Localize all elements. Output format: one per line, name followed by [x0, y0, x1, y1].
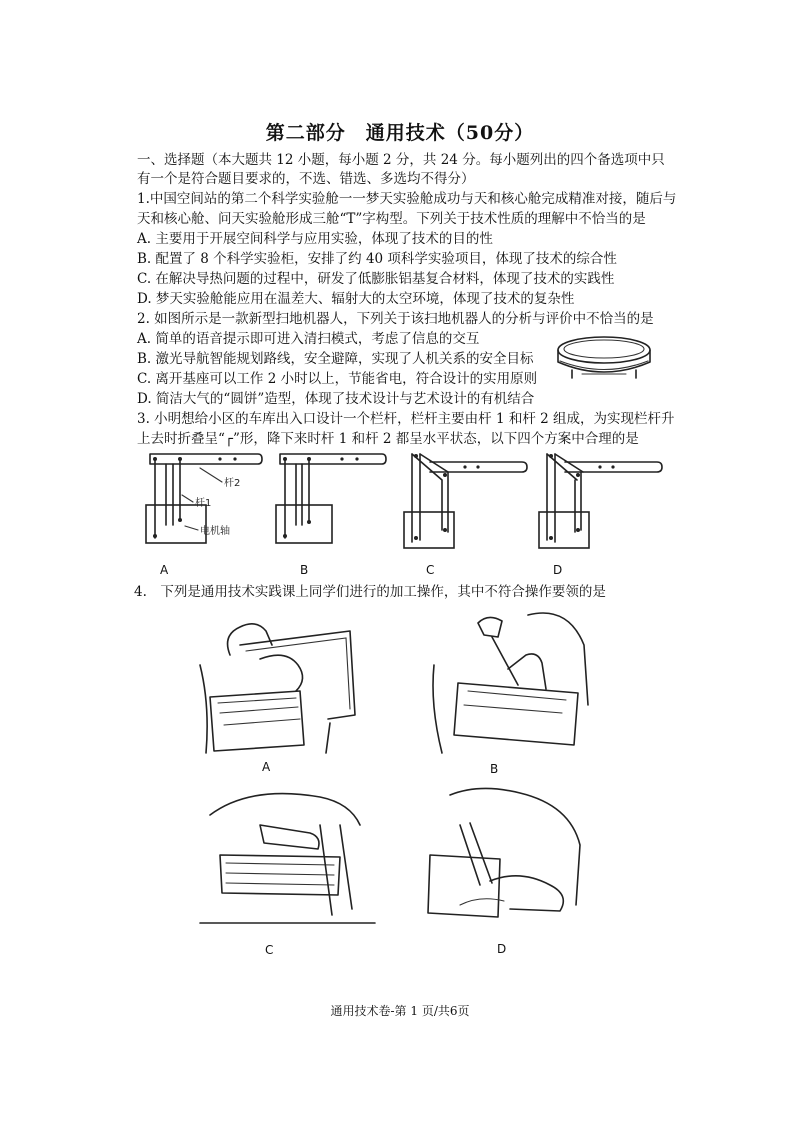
- q4-option-b-illustration: [428, 605, 598, 753]
- q2-option-a: A. 简单的语音提示即可进入清扫模式，考虑了信息的交互: [137, 331, 480, 347]
- q3-stem: 3. 小明想给小区的车库出入口设计一个栏杆，栏杆主要由杆 1 和杆 2 组成，为实现栏杆升: [137, 411, 675, 427]
- section-heading: 一、选择题（本大题共 12 小题，每小题 2 分，共 24 分。每小题列出的四个备选项中只: [137, 152, 665, 168]
- q3-option-a-diagram: [140, 450, 270, 550]
- q4-option-d-label: D: [497, 942, 507, 956]
- q1-option-c: C. 在解决导热问题的过程中，研发了低膨胀铝基复合材料，体现了技术的实践性: [137, 271, 615, 287]
- q1-option-b: B. 配置了 8 个科学实验柜，安排了约 40 项科学实验项目，体现了技术的综合性: [137, 251, 617, 267]
- q3-stem-cont: 上去时折叠呈“┌”形，降下来时杆 1 和杆 2 都呈水平状态，以下四个方案中合理的是: [137, 431, 639, 447]
- q3-option-b-diagram: [272, 450, 392, 550]
- q4-option-c-illustration: [200, 785, 375, 925]
- motor-shaft-label: 电机轴: [200, 526, 230, 537]
- q3-option-c-diagram: [400, 450, 535, 550]
- q2-option-d: D. 简洁大气的“圆饼”造型，体现了技术设计与艺术设计的有机结合: [137, 391, 535, 407]
- q4-stem: 4. 下列是通用技术实践课上同学们进行的加工操作，其中不符合操作要领的是: [134, 584, 606, 600]
- q1-option-a: A. 主要用于开展空间科学与应用实验，体现了技术的目的性: [137, 231, 493, 247]
- q1-stem-cont: 天和核心舱、问天实验舱形成三舱“T”字构型。下列关于技术性质的理解中不恰当的是: [137, 211, 646, 227]
- q4-option-c-label: C: [265, 943, 274, 957]
- q3-option-d-diagram: [535, 450, 670, 550]
- q2-stem: 2. 如图所示是一款新型扫地机器人，下列关于该扫地机器人的分析与评价中不恰当的是: [137, 311, 654, 327]
- q1-option-d: D. 梦天实验舱能应用在温差大、辐射大的太空环境，体现了技术的复杂性: [137, 291, 575, 307]
- q3-option-b-label: B: [300, 563, 309, 577]
- q4-option-d-illustration: [420, 785, 595, 925]
- q1-stem: 1.中国空间站的第二个科学实验舱一一梦天实验舱成功与天和核心舱完成精准对接，随后与: [137, 191, 677, 207]
- q3-option-d-label: D: [553, 563, 563, 577]
- q4-option-a-illustration: [200, 605, 375, 753]
- q4-option-a-label: A: [262, 760, 271, 774]
- section-heading-cont: 有一个是符合题目要求的，不选、错选、多选均不得分）: [137, 171, 475, 187]
- q2-option-b: B. 激光导航智能规划路线，安全避障，实现了人机关系的安全目标: [137, 351, 534, 367]
- q3-option-a-label: A: [160, 563, 169, 577]
- rod1-label: 杆1: [195, 498, 212, 509]
- q2-option-c: C. 离开基座可以工作 2 小时以上，节能省电，符合设计的实用原则: [137, 371, 538, 387]
- robot-vacuum-image: [552, 330, 662, 390]
- q3-option-c-label: C: [426, 563, 435, 577]
- q4-option-b-label: B: [490, 762, 499, 776]
- page-title: 第二部分 通用技术（50分）: [265, 122, 535, 144]
- page-footer: 通用技术卷-第 1 页/共6页: [330, 1004, 470, 1018]
- rod2-label: 杆2: [224, 478, 241, 489]
